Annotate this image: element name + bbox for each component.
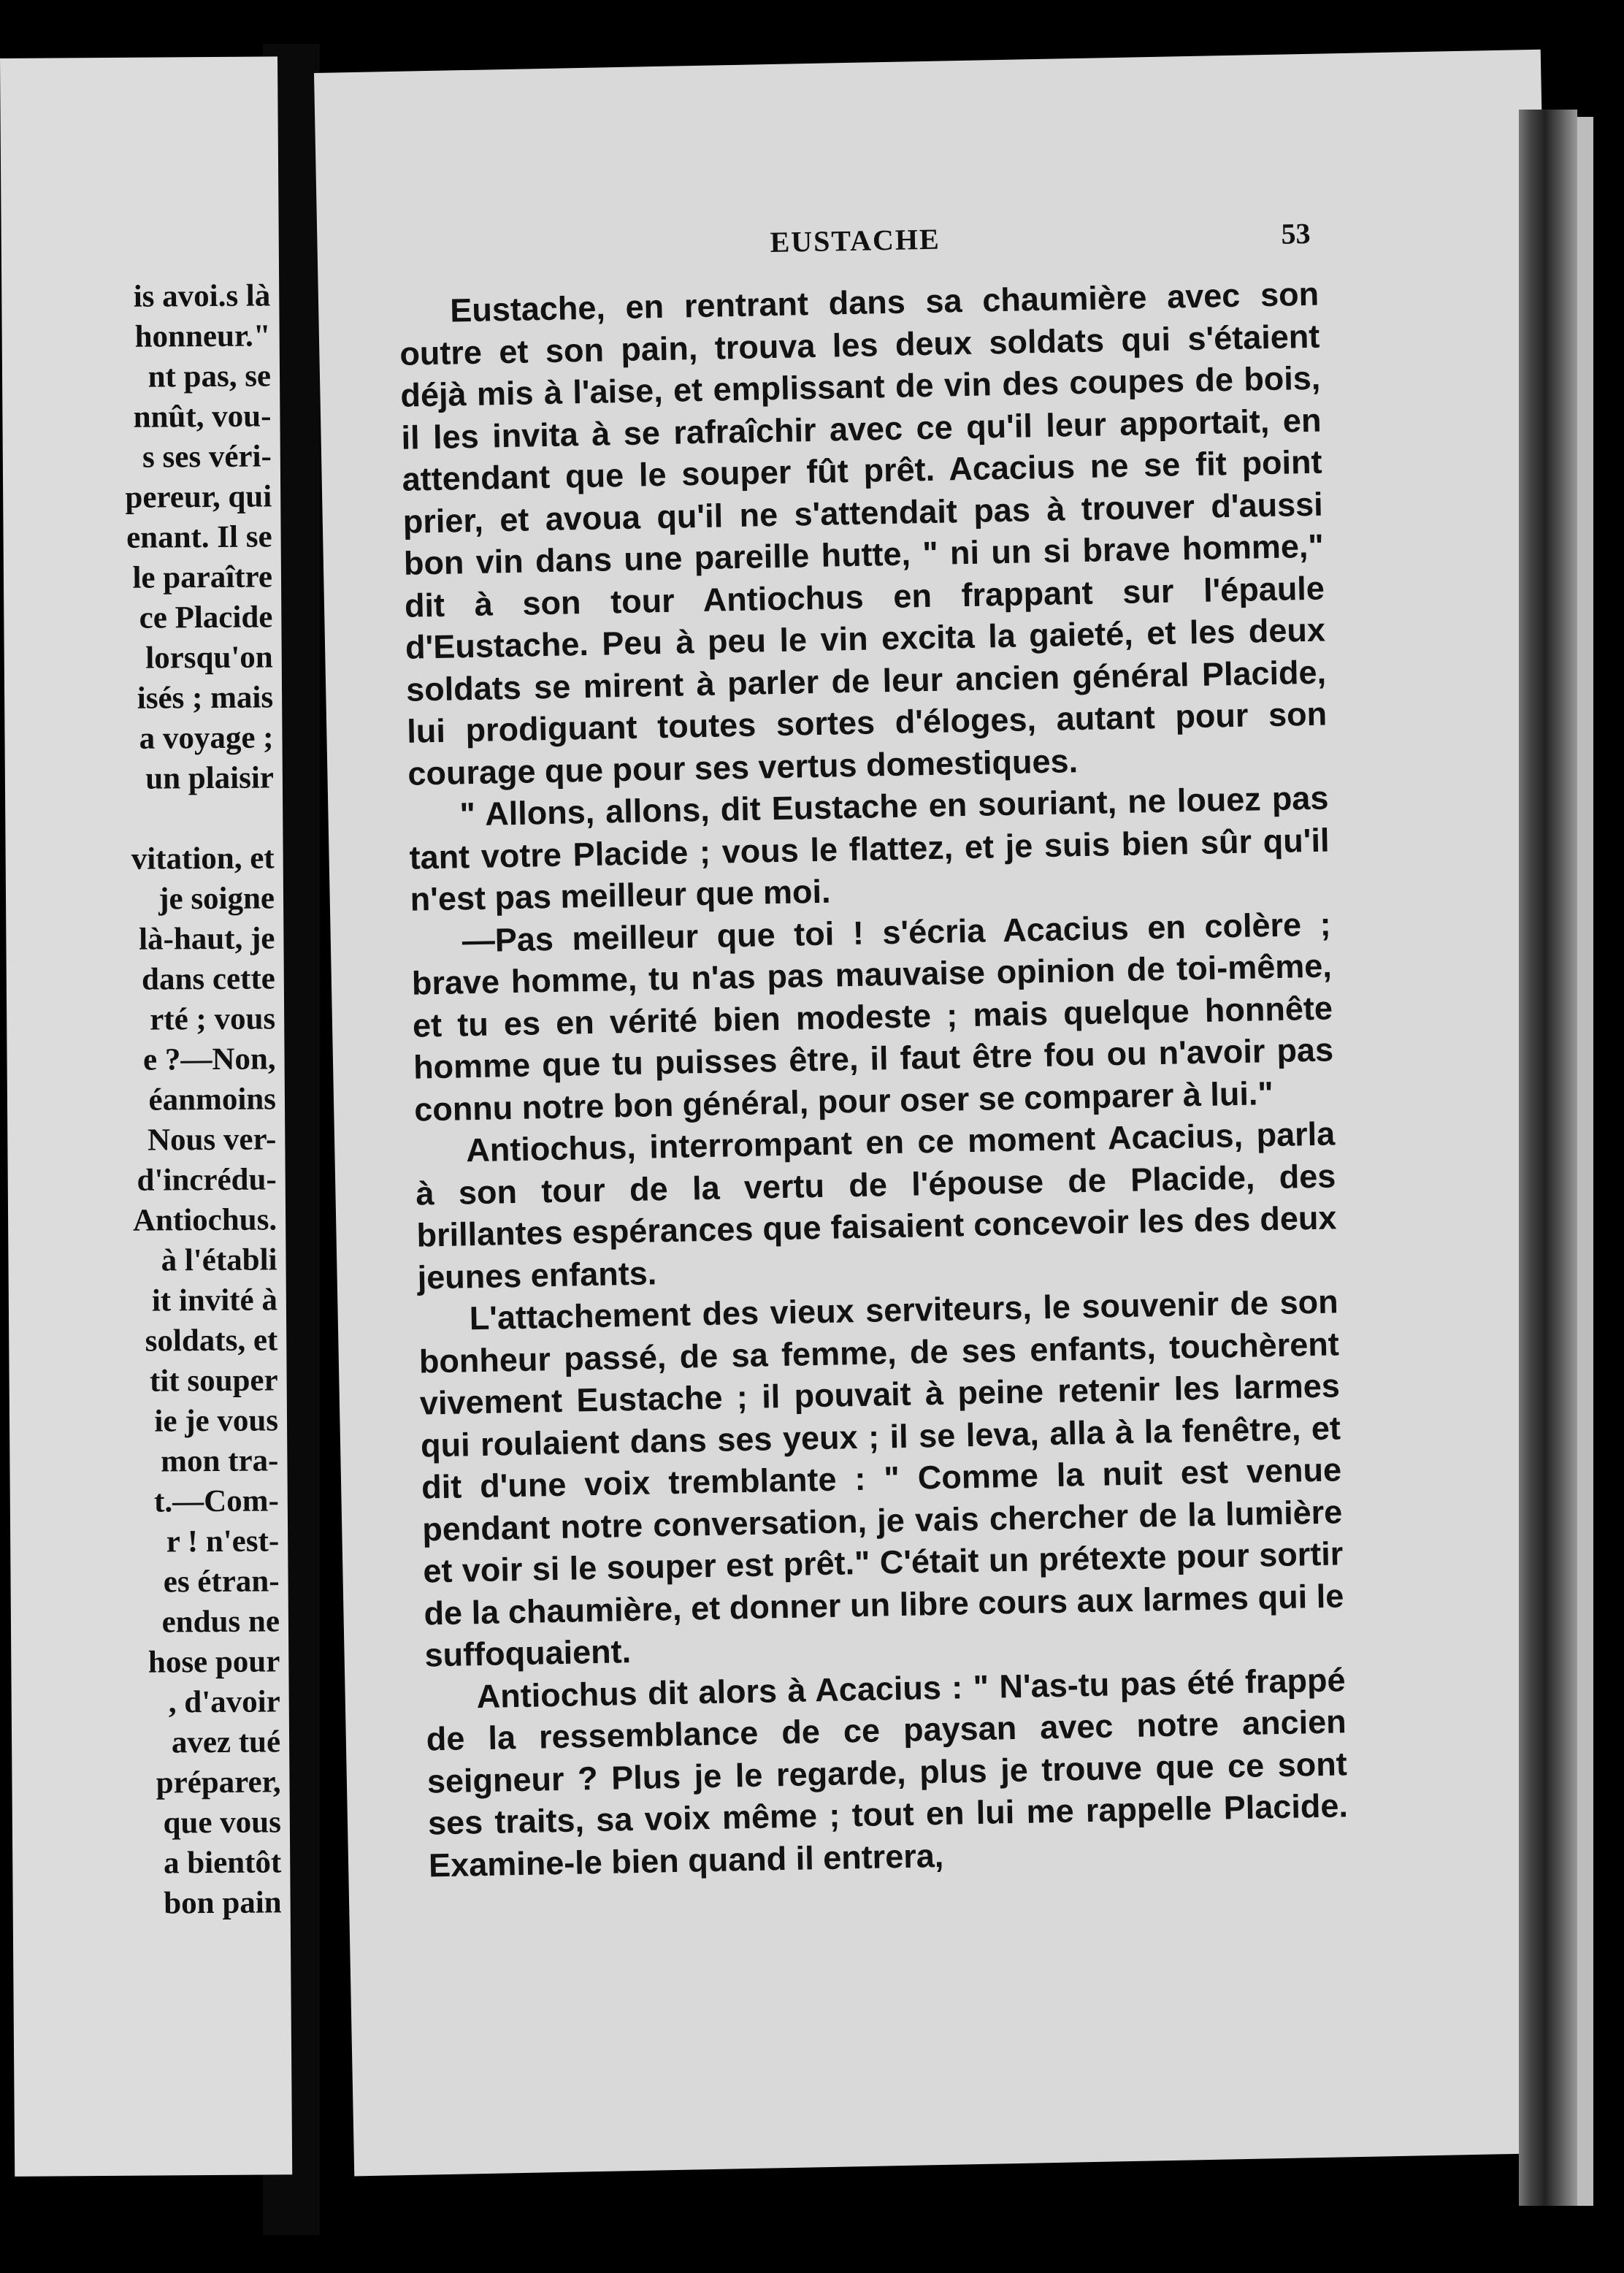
left-page-line: tit souper: [149, 1363, 278, 1399]
left-page-line: a bientôt: [163, 1845, 282, 1881]
left-page-line: e ?—Non,: [142, 1042, 276, 1077]
left-page-line: isés ; mais: [137, 680, 274, 716]
left-page-line: à l'établi: [161, 1242, 277, 1278]
left-page-line: dans cette: [141, 961, 275, 997]
left-page-line: pereur, qui: [125, 479, 272, 515]
left-page-line: avez tué: [171, 1724, 281, 1760]
left-page-line: t.—Com-: [153, 1483, 279, 1519]
paragraph: " Allons, allons, dit Eustache en souriant, ne louez pas tant votre Placide ; vous le flattez, et je suis bien sûr qu'il n'est pas meilleur que moi.: [409, 779, 1330, 918]
left-page-line: soldats, et: [145, 1323, 278, 1359]
running-header: [317, 210, 1544, 278]
left-page-line: ie je vous: [154, 1403, 279, 1439]
left-page-line: , d'avoir: [168, 1684, 280, 1720]
left-page-line: es étran-: [163, 1564, 280, 1600]
body-text: [399, 273, 1349, 1887]
left-page-line: s ses véri-: [142, 439, 272, 475]
page-number: 53: [1281, 216, 1311, 251]
left-page-line: préparer,: [156, 1765, 281, 1800]
left-page-line: là-haut, je: [138, 921, 275, 957]
running-title: EUSTACHE: [770, 222, 941, 259]
left-page-line: bon pain: [164, 1885, 282, 1921]
left-page-line: hose pour: [148, 1644, 280, 1680]
left-page-fragment: [0, 56, 292, 2177]
left-page-line: que vous: [163, 1805, 282, 1841]
left-page-line: lorsqu'on: [145, 640, 273, 676]
left-page-line: un plaisir: [145, 760, 275, 796]
left-page-line: Nous ver-: [147, 1122, 277, 1158]
left-page-line: it invité à: [151, 1283, 278, 1318]
left-page-line: d'incrédu-: [137, 1162, 277, 1198]
left-page-line: le paraître: [132, 559, 273, 595]
left-page-line: [127, 798, 274, 838]
left-page-line: nnût, vou-: [133, 399, 272, 435]
left-page-line: mon tra-: [161, 1443, 279, 1479]
left-page-line: je soigne: [158, 881, 275, 917]
left-page-line: éanmoins: [148, 1082, 277, 1118]
paragraph: —Pas meilleur que toi ! s'écria Acacius en colère ; brave homme, tu n'as pas mauvaise opinion de toi-même, et tu es en vérité bien modeste ; mais quelque honnête homme que tu puisses être, il faut être fou ou n'avoir pas connu notre bon général, pour oser se comparer à lui.": [411, 904, 1334, 1128]
left-page-line: endus ne: [161, 1604, 280, 1640]
page-edge: [1519, 110, 1577, 2206]
page-edge-highlight: [1577, 117, 1593, 2206]
left-page-line: enant. Il se: [126, 519, 272, 555]
left-page-line: ce Placide: [139, 600, 273, 635]
paragraph: Antiochus dit alors à Acacius : " N'as-tu pas été frappé de la ressemblance de ce paysan avec notre ancien seigneur ? Plus je le regarde, plus je trouve que ce sont ses traits, sa voix même ; tout en lui me rappelle Placide. Examine-le bien quand il entrera,: [426, 1660, 1349, 1884]
paragraph: L'attachement des vieux serviteurs, le souvenir de son bonheur passé, de sa femme, de ses enfants, touchèrent vivement Eustache ; il pouvait à peine retenir les larmes qui roulaient dans ses yeux ; il se leva, alla à la fenêtre, et dit d'une voix tremblante : " Comme la nuit est venue pendant notre conversation, je vais chercher de la lumière et voir si le souper est prêt." C'était un prétexte pour sortir de la chaumière, et donner un libre cours aux larmes qui le suffoquaient.: [418, 1283, 1344, 1674]
left-page-line: vitation, et: [131, 841, 275, 876]
paragraph: Antiochus, interrompant en ce moment Acacius, parla à son tour de la vertu de l'épouse de Placide, des brillantes espérances que faisaient concevoir les des deux jeunes enfants.: [415, 1115, 1337, 1296]
left-page-text: [123, 275, 281, 1923]
left-page-line: nt pas, se: [148, 359, 272, 394]
left-page-line: rté ; vous: [150, 1001, 276, 1037]
left-page-line: honneur.": [134, 318, 271, 354]
left-page-line: is avoi.s là: [133, 278, 271, 314]
paragraph: Eustache, en rentrant dans sa chaumière avec son outre et son pain, trouva les deux soldats qui s'étaient déjà mis à l'aise, et emplissant de vin des coupes de bois, il les invita à se rafraîchir avec ce qu'il leur apportait, en attendant que le souper fût prêt. Acacius ne se fit point prier, et avoua qu'il ne s'attendait pas à trouver d'aussi bon vin dans une pareille hutte, " ni un si brave homme," dit à son tour Antiochus en frappant sur l'épaule d'Eustache. Peu à peu le vin excita la gaieté, et les deux soldats se mirent à parler de leur ancien général Placide, lui prodiguant toutes sortes d'éloges, autant pour son courage que pour ses vertus domestiques.: [399, 275, 1328, 792]
left-page-line: r ! n'est-: [166, 1524, 280, 1559]
left-page-line: Antiochus.: [132, 1202, 277, 1238]
book-page: [314, 50, 1581, 2177]
left-page-line: a voyage ;: [139, 720, 274, 756]
